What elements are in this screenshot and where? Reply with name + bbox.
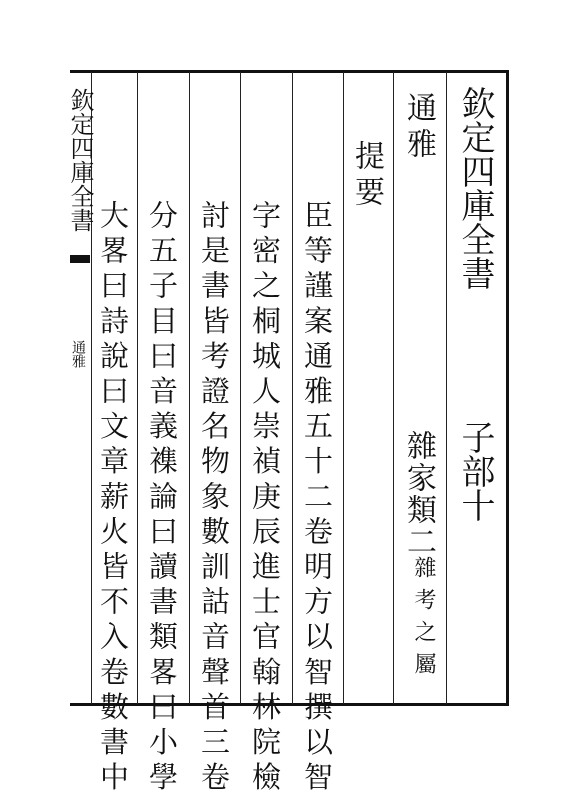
margin-fish-tail (70, 255, 90, 263)
column-rule (240, 72, 241, 704)
book-title: 欽定四庫全書 (455, 86, 495, 290)
text-column: 字密之桐城人崇禎庚辰進士官翰林院檢 (248, 200, 282, 797)
text-column: 大畧曰詩說曰文章薪火皆不入卷數書中 (96, 200, 130, 797)
subcategory-label: 雜考之屬 (411, 556, 436, 684)
column-rule (393, 72, 394, 704)
column-rule (343, 72, 344, 704)
margin-book-title: 欽定四庫全書 (66, 88, 94, 232)
frame-top-border (70, 70, 507, 73)
frame-bottom-border (70, 703, 507, 706)
margin-work-title: 通雅 (70, 340, 86, 368)
column-rule (189, 72, 190, 704)
frame-right-border (506, 70, 509, 706)
text-column: 分五子目曰音義襍論曰讀書類畧曰小學 (145, 200, 179, 797)
text-column: 臣等謹案通雅五十二卷明方以智撰以智 (300, 200, 334, 797)
column-rule (292, 72, 293, 704)
column-rule (137, 72, 138, 704)
section-label: 子部十 (455, 420, 495, 522)
work-title: 通雅 (401, 92, 436, 164)
text-column: 討是書皆考證名物象數訓詁音聲首三卷 (197, 200, 231, 797)
column-rule (446, 72, 447, 704)
heading: 提要 (349, 140, 384, 212)
category-label: 雜家類二 (401, 430, 436, 558)
